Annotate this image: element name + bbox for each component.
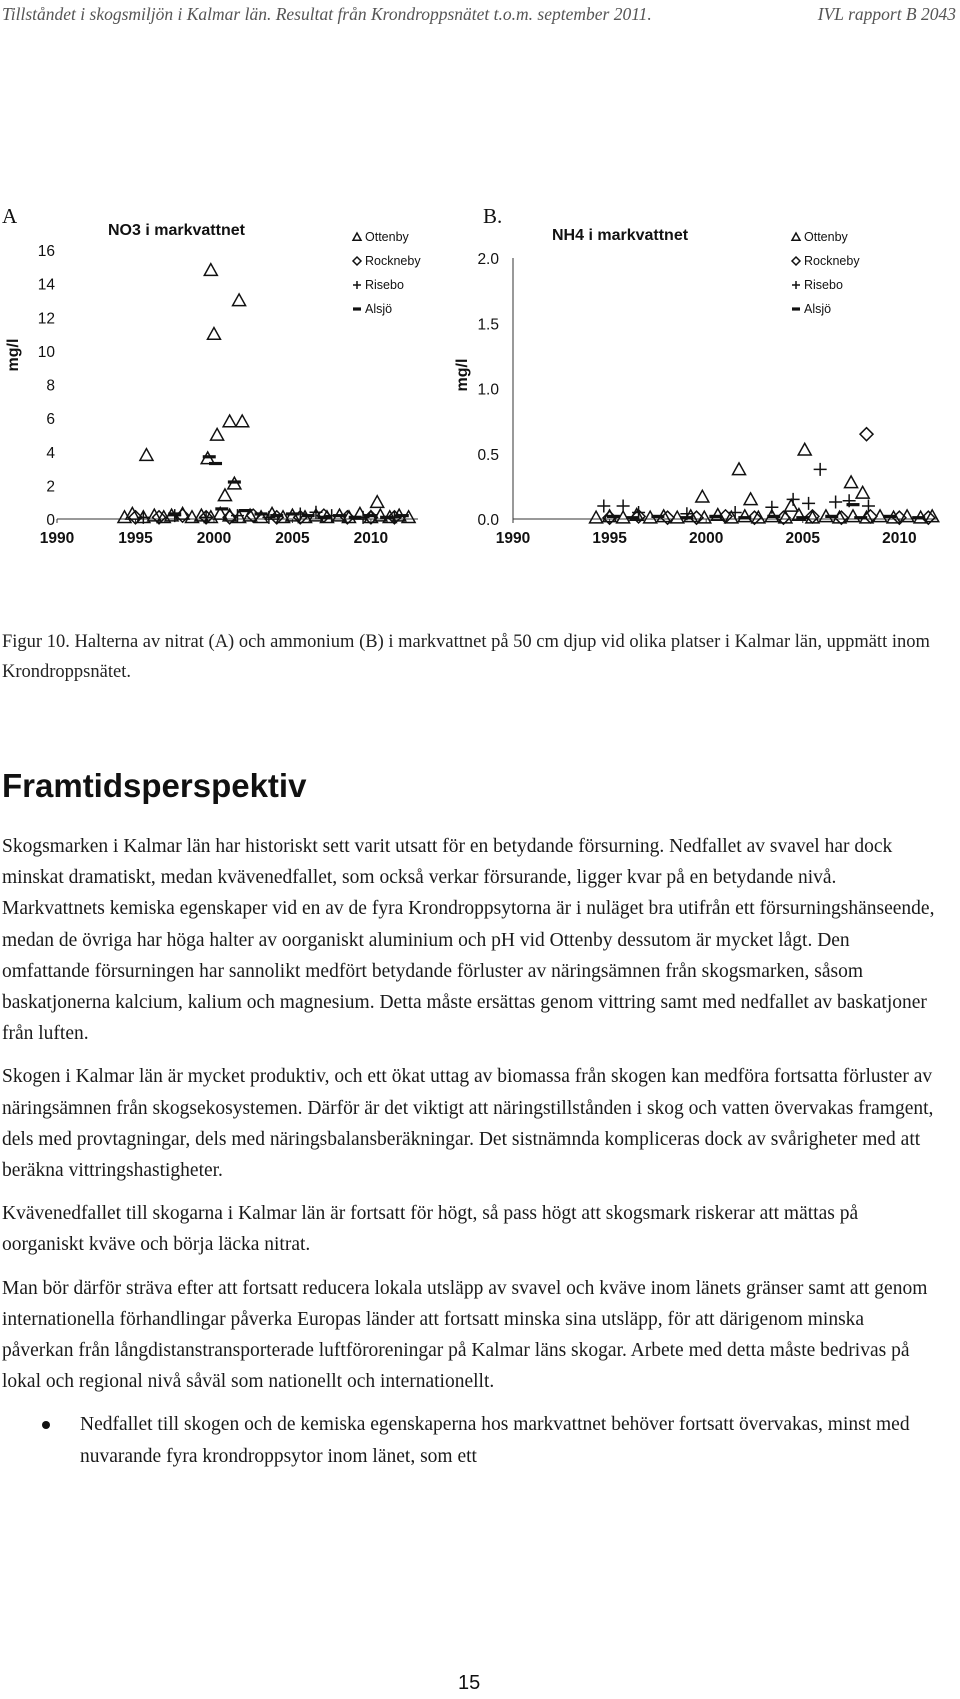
y-tick-label: 14 bbox=[37, 276, 55, 294]
triangle-marker-icon bbox=[845, 476, 858, 488]
diamond-marker-icon bbox=[860, 428, 873, 441]
header-title: Tillståndet i skogsmiljön i Kalmar län. Resultat från Krondroppsnätet t.o.m. september 2011. bbox=[2, 4, 652, 24]
x-tick-label: 2000 bbox=[196, 530, 232, 547]
caption-text: . Halterna av nitrat (A) och ammonium (B) i markvattnet på 50 cm djup vid olika platser i Kalmar län, uppmätt inom Krondroppsnätet. bbox=[2, 632, 930, 682]
nh4-chart bbox=[454, 225, 950, 595]
legend-label: Rockneby bbox=[365, 254, 421, 268]
caption-label: Figur 10 bbox=[2, 632, 66, 652]
y-tick-label: 0.5 bbox=[477, 446, 499, 464]
panel-label-a: A bbox=[2, 204, 18, 228]
y-tick-label: 12 bbox=[37, 310, 55, 328]
legend-label: Alsjö bbox=[804, 302, 832, 316]
paragraph: Kvävenedfallet till skogarna i Kalmar län är fortsatt för högt, så pass högt att skogsmark riskerar att mättas på oorganiskt kväve och börja läcka nitrat. bbox=[2, 1203, 859, 1256]
section-body bbox=[2, 831, 937, 1472]
plus-marker-icon bbox=[765, 501, 778, 514]
y-tick-label: 1.0 bbox=[477, 381, 499, 399]
plus-marker-icon bbox=[862, 499, 875, 512]
legend-diamond-marker-icon bbox=[353, 257, 361, 265]
triangle-marker-icon bbox=[590, 511, 603, 523]
running-header bbox=[2, 4, 956, 28]
legend-label: Risebo bbox=[804, 278, 843, 292]
y-tick-label: 16 bbox=[37, 243, 55, 260]
legend-label: Rockneby bbox=[804, 254, 860, 268]
paragraph: Skogsmarken i Kalmar län har historiskt sett varit utsatt för en betydande försurning. Nedfallet av svavel har dock minskat dramatiskt, medan kvävenedfallet, som också verkar försurande, ligger kvar på en betydande nivå. Markvattnets kemiska egenskaper vid en av de fyra Krondroppsytorna är i nuläget bra utifrån ett försurningshänseende, medan de övriga har höga halter av oorganiskt aluminium och pH vid Ottenby dessutom är mycket lågt. Den omfattande försurningen har sannolikt medfört betydande förluster av näringsämnen från skogsmarken, såsom baskatjonerna kalcium, kalium och magnesium. Detta måste ersättas genom vittring samt med nedfallet av baskatjoner från luften. bbox=[2, 836, 935, 1045]
y-tick-label: 6 bbox=[46, 411, 55, 429]
bullet-text: Nedfallet till skogen och de kemiska egenskaperna hos markvattnet behöver fortsatt övervakas, minst med nuvarande fyra krondroppsytor inom länet, som ett bbox=[80, 1414, 910, 1467]
triangle-marker-icon bbox=[233, 294, 246, 306]
y-tick-label: 2.0 bbox=[477, 251, 499, 268]
triangle-marker-icon bbox=[236, 415, 249, 427]
no3-chart bbox=[0, 222, 460, 595]
bullet-item bbox=[2, 1409, 937, 1471]
plus-marker-icon bbox=[829, 496, 842, 509]
triangle-marker-icon bbox=[847, 510, 860, 522]
y-tick-label: 2 bbox=[46, 478, 55, 496]
x-tick-label: 2005 bbox=[785, 530, 821, 547]
plus-marker-icon bbox=[617, 499, 630, 512]
plus-marker-icon bbox=[597, 499, 610, 512]
y-axis-label: mg/l bbox=[454, 358, 471, 392]
legend-triangle-marker-icon bbox=[792, 233, 800, 240]
legend-triangle-marker-icon bbox=[353, 233, 361, 240]
chart-title: NH4 i markvattnet bbox=[552, 227, 689, 244]
x-tick-label: 1990 bbox=[39, 530, 75, 547]
panel-label-b: B. bbox=[483, 204, 503, 228]
triangle-marker-icon bbox=[901, 510, 914, 522]
triangle-marker-icon bbox=[733, 463, 746, 475]
section-heading: Framtidsperspektiv bbox=[2, 767, 307, 804]
triangle-marker-icon bbox=[744, 493, 757, 505]
x-tick-label: 1990 bbox=[495, 530, 531, 547]
y-axis-label: mg/l bbox=[5, 338, 22, 372]
legend-label: Ottenby bbox=[804, 230, 848, 244]
triangle-marker-icon bbox=[207, 328, 220, 340]
x-tick-label: 2000 bbox=[688, 530, 724, 547]
legend-label: Alsjö bbox=[365, 302, 393, 316]
plus-marker-icon bbox=[802, 497, 815, 510]
paragraph: Skogen i Kalmar län är mycket produktiv, och ett ökat uttag av biomassa från skogen kan medföra fortsatta förluster av näringsämnen från skogsekosystemen. Därför är det viktigt att näringstillstånden i skog och vatten övervakas framgent, dels med provtagningar, dels med näringsbalansberäkningar. Det sistnämnda kompliceras dock av svårigheter med att beräkna vittringshastigheter. bbox=[2, 1066, 934, 1182]
chart-title: NO3 i markvattnet bbox=[108, 222, 245, 239]
triangle-marker-icon bbox=[785, 499, 798, 511]
x-tick-label: 2005 bbox=[275, 530, 310, 547]
report-number: IVL rapport B 2043 bbox=[817, 4, 956, 24]
bullet-dot-icon bbox=[42, 1421, 50, 1429]
legend-label: Ottenby bbox=[365, 230, 409, 244]
x-tick-label: 2010 bbox=[882, 530, 917, 547]
x-tick-label: 2010 bbox=[353, 530, 389, 547]
triangle-marker-icon bbox=[371, 496, 384, 508]
y-tick-label: 1.5 bbox=[477, 316, 499, 334]
y-tick-label: 0.0 bbox=[477, 512, 499, 529]
plus-marker-icon bbox=[814, 463, 827, 476]
x-tick-label: 1995 bbox=[592, 530, 627, 547]
y-tick-label: 8 bbox=[46, 377, 55, 395]
page-number: 15 bbox=[458, 1672, 481, 1694]
triangle-marker-icon bbox=[211, 428, 224, 440]
x-tick-label: 1995 bbox=[118, 530, 153, 547]
legend-plus-marker-icon bbox=[353, 281, 361, 289]
bullet-list bbox=[2, 1409, 937, 1471]
legend-diamond-marker-icon bbox=[792, 257, 800, 265]
triangle-marker-icon bbox=[218, 489, 231, 501]
figure-caption bbox=[2, 627, 952, 687]
legend-plus-marker-icon bbox=[792, 281, 800, 289]
triangle-marker-icon bbox=[798, 443, 811, 455]
paragraph: Man bör därför sträva efter att fortsatt reducera lokala utsläpp av svavel och kväve inom länets gränser samt att genom internationella förhandlingar påverka Europas länder att fortsatt minska sina utsläpp, för att därigenom minska påverkan från långdistanstransporterade luftföroreningar på Kalmar läns skogar. Arbete med detta måste bedrivas på lokal och regional nivå såväl som nationellt och internationellt. bbox=[2, 1277, 928, 1393]
y-tick-label: 0 bbox=[46, 512, 55, 529]
legend-label: Risebo bbox=[365, 278, 404, 292]
y-tick-label: 4 bbox=[46, 444, 55, 462]
triangle-marker-icon bbox=[204, 264, 217, 276]
triangle-marker-icon bbox=[223, 415, 236, 427]
triangle-marker-icon bbox=[696, 490, 709, 502]
y-tick-label: 10 bbox=[37, 343, 55, 361]
triangle-marker-icon bbox=[140, 449, 153, 461]
